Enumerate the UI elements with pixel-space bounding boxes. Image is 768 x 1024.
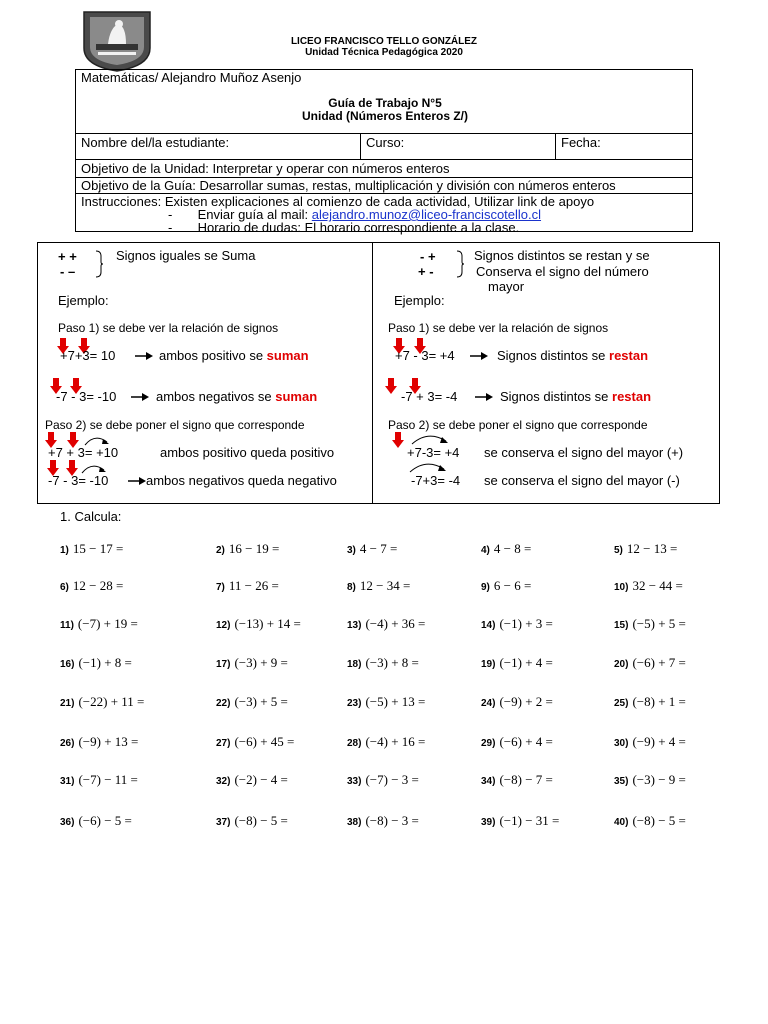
exercise-item: 32) (−2) − 4 = [216, 772, 288, 787]
exercise-item: 19) (−1) + 4 = [481, 655, 553, 670]
left-step2: Paso 2) se debe poner el signo que corresponde [45, 418, 305, 432]
right-step2: Paso 2) se debe poner el signo que corresponde [388, 418, 648, 432]
right-example-label: Ejemplo: [394, 293, 445, 308]
exercise-item: 22) (−3) + 5 = [216, 694, 288, 709]
right-example-2-text: Signos distintos se restan [500, 389, 652, 404]
left-example-3: +7 + 3= +10 [48, 445, 119, 460]
left-example-3-text: ambos positivo queda positivo [160, 445, 335, 460]
exercise-item: 6) 12 − 28 = [60, 578, 124, 593]
exercise-item: 39) (−1) − 31 = [481, 813, 560, 828]
exercise-item: 2) 16 − 19 = [216, 541, 280, 556]
exercise-item: 23) (−5) + 13 = [347, 694, 426, 709]
instructions: Instrucciones: Existen explicaciones al comienzo de cada actividad, Utilizar link de apoyo [81, 194, 595, 209]
right-example-3-text: se conserva el signo del mayor (+) [484, 445, 684, 460]
unit-title: Unidad (Números Enteros Z/) [301, 109, 468, 123]
right-rule-line1: Signos distintos se restan y se [474, 248, 650, 263]
student-name-label: Nombre del/la estudiante: [81, 135, 230, 150]
rules-explanation-box [37, 242, 720, 504]
left-example-2-text: ambos negativos se suman [156, 389, 318, 404]
exercise-item: 30) (−9) + 4 = [614, 734, 686, 749]
exercise-item: 13) (−4) + 36 = [347, 616, 426, 631]
date-label: Fecha: [561, 135, 601, 150]
exercise-item: 4) 4 − 8 = [481, 541, 532, 556]
exercise-item: 25) (−8) + 1 = [614, 694, 686, 709]
instruction-schedule: - Horario de dudas: El horario correspondiente a la clase. [168, 220, 520, 235]
school-name: LICEO FRANCISCO TELLO GONZÁLEZ [290, 36, 478, 47]
exercise-item: 28) (−4) + 16 = [347, 734, 426, 749]
exercise-item: 11) (−7) + 19 = [60, 616, 138, 631]
exercise-item: 9) 6 − 6 = [481, 578, 532, 593]
exercise-item: 17) (−3) + 9 = [216, 655, 288, 670]
right-bracket-icon [95, 250, 103, 278]
exercise-item: 8) 12 − 34 = [347, 578, 411, 593]
right-bracket-icon [456, 250, 464, 278]
left-step1: Paso 1) se debe ver la relación de signos [58, 321, 279, 335]
exercise-item: 36) (−6) − 5 = [60, 813, 132, 828]
exercise-item: 7) 11 − 26 = [216, 578, 279, 593]
exercise-item: 31) (−7) − 11 = [60, 772, 138, 787]
right-arrow-icon [135, 352, 153, 360]
exercise-item: 26) (−9) + 13 = [60, 734, 139, 749]
exercise-item: 34) (−8) − 7 = [481, 772, 553, 787]
exercise-heading: 1. Calcula: [60, 509, 122, 524]
exercise-item: 18) (−3) + 8 = [347, 655, 419, 670]
left-example-4: -7 - 3= -10 [48, 473, 109, 488]
subject-teacher: Matemáticas/ Alejandro Muñoz Asenjo [81, 70, 302, 85]
exercise-item: 12) (−13) + 14 = [216, 616, 301, 631]
right-arrow-icon [475, 393, 493, 401]
right-example-1-text: Signos distintos se restan [497, 348, 649, 363]
exercise-item: 27) (−6) + 45 = [216, 734, 295, 749]
right-example-2: -7 + 3= -4 [401, 389, 458, 404]
exercise-item: 14) (−1) + 3 = [481, 616, 553, 631]
exercise-item: 16) (−1) + 8 = [60, 655, 132, 670]
exercise-item: 20) (−6) + 7 = [614, 655, 686, 670]
email-link[interactable]: alejandro.munoz@liceo-franciscotello.cl [311, 207, 542, 222]
left-example-2: -7 - 3= -10 [56, 389, 117, 404]
right-example-4-text: se conserva el signo del mayor (-) [484, 473, 680, 488]
guide-title: Guía de Trabajo N°5 [328, 96, 442, 110]
right-example-3: +7-3= +4 [407, 445, 460, 460]
exercise-item: 1) 15 − 17 = [60, 541, 124, 556]
left-rule: Signos iguales se Suma [116, 248, 256, 263]
exercise-item: 10) 32 − 44 = [614, 578, 683, 593]
course-label: Curso: [366, 135, 405, 150]
exercise-item: 40) (−8) − 5 = [614, 813, 686, 828]
guide-objective: Objetivo de la Guía: Desarrollar sumas, restas, multiplicación y división con números enteros [81, 178, 616, 193]
right-rule-line3: mayor [488, 279, 525, 294]
red-down-arrow-icon [385, 378, 397, 394]
exercise-item: 37) (−8) − 5 = [216, 813, 288, 828]
exercise-item: 33) (−7) − 3 = [347, 772, 419, 787]
exercise-item: 24) (−9) + 2 = [481, 694, 553, 709]
exercise-item: 38) (−8) − 3 = [347, 813, 419, 828]
right-example-4: -7+3= -4 [411, 473, 461, 488]
exercise-item: 35) (−3) − 9 = [614, 772, 686, 787]
exercise-item: 3) 4 − 7 = [347, 541, 398, 556]
left-sign-pair-1: + + [58, 249, 77, 264]
instruction-mail: - Enviar guía al mail: alejandro.munoz@liceo-franciscotello.cl [168, 207, 542, 222]
curved-arrow-icon [410, 432, 450, 446]
exercise-item: 15) (−5) + 5 = [614, 616, 686, 631]
right-step1: Paso 1) se debe ver la relación de signos [388, 321, 609, 335]
right-example-1: +7 - 3= +4 [395, 348, 455, 363]
right-arrow-icon [131, 393, 149, 401]
right-sign-pair-2: + - [418, 264, 434, 279]
right-sign-pair-1: - + [420, 249, 436, 264]
exercise-item: 21) (−22) + 11 = [60, 694, 145, 709]
left-example-4-text: ambos negativos queda negativo [146, 473, 337, 488]
exercise-item: 5) 12 − 13 = [614, 541, 678, 556]
left-example-label: Ejemplo: [58, 293, 109, 308]
left-sign-pair-2: - – [60, 264, 76, 279]
guide-info-table [75, 69, 693, 235]
curved-arrow-icon [408, 460, 448, 474]
right-rule-line2: Conserva el signo del número [476, 264, 649, 279]
red-down-arrow-icon [392, 432, 404, 448]
right-arrow-icon [470, 352, 488, 360]
right-arrow-icon [128, 477, 146, 485]
exercise-item: 29) (−6) + 4 = [481, 734, 553, 749]
unit-objective: Objetivo de la Unidad: Interpretar y operar con números enteros [81, 161, 450, 176]
unit-subtitle: Unidad Técnica Pedagógica 2020 [305, 47, 463, 58]
left-example-1-text: ambos positivo se suman [159, 348, 309, 363]
left-example-1: +7+3= 10 [60, 348, 116, 363]
